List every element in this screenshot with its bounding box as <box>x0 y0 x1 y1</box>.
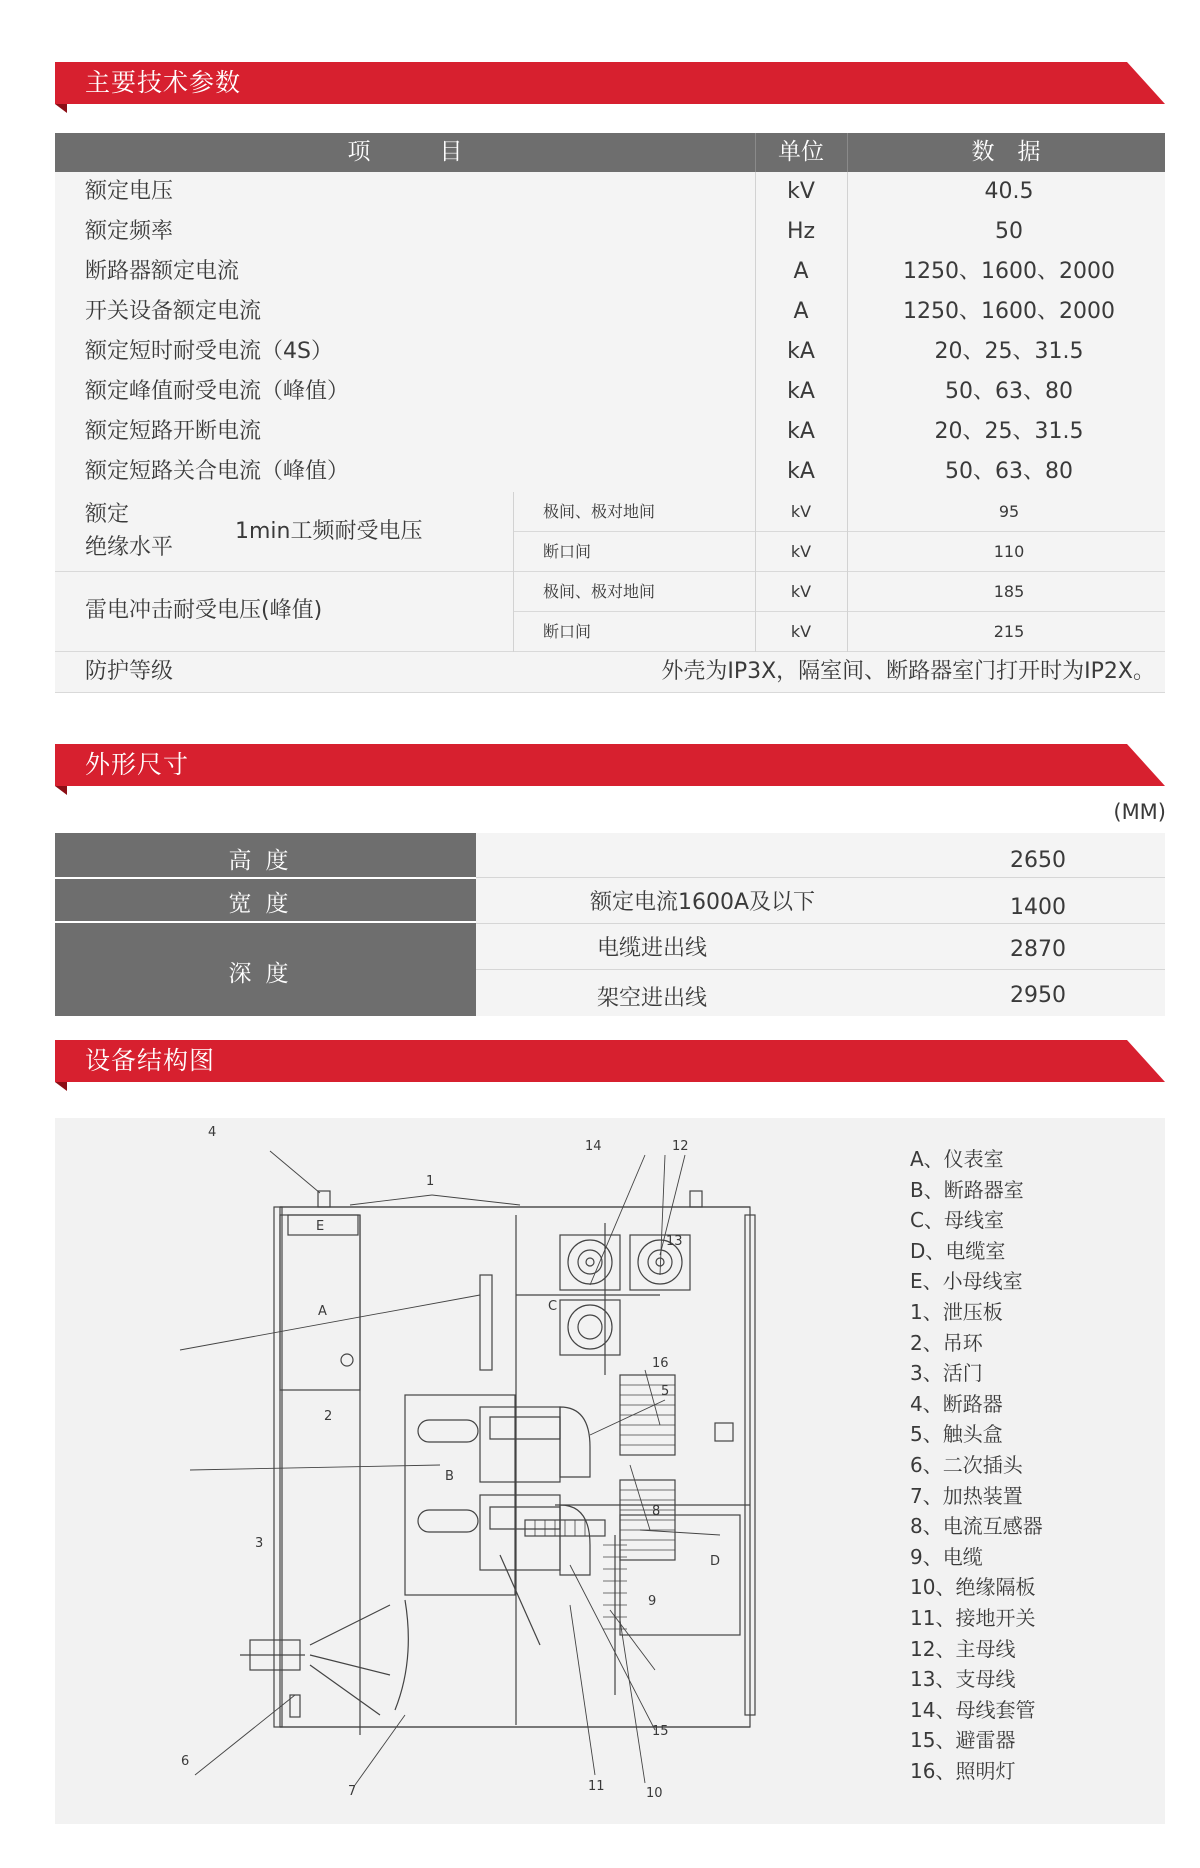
legend-item: 9、电缆 <box>910 1544 983 1569</box>
table-row <box>55 252 1165 293</box>
table-row <box>55 212 1165 253</box>
row-unit: kV <box>787 179 815 204</box>
section-header-bar <box>55 744 1165 786</box>
row-unit: Hz <box>786 219 816 244</box>
callout-9: 9 <box>648 1594 657 1609</box>
legend-item: 3、活门 <box>910 1361 983 1386</box>
table-row <box>55 172 1165 213</box>
callout-3: 3 <box>255 1536 264 1551</box>
callout-8: 8 <box>652 1504 661 1519</box>
header-fold-shadow <box>55 104 67 113</box>
row-value: 50 <box>995 219 1023 244</box>
dimension-unit: (MM) <box>1113 800 1166 824</box>
row-unit: kA <box>787 339 815 364</box>
depth-overhead-label: 架空进出线 <box>597 986 708 1011</box>
table-row <box>55 452 1165 493</box>
row-item: 防护等级 <box>85 659 174 684</box>
row-unit: kV <box>790 622 812 641</box>
section-header-spec <box>55 62 1165 104</box>
row-unit: A <box>793 299 809 324</box>
row-unit: kV <box>790 542 812 561</box>
table-row <box>55 412 1165 453</box>
row-item: 额定短时耐受电流（4S） <box>85 339 333 364</box>
diagram-legend <box>910 1144 1160 1786</box>
row-subitem: 极间、极对地间 <box>543 582 656 601</box>
callout-4: 4 <box>208 1125 217 1140</box>
legend-item: A、仪表室 <box>910 1147 1004 1171</box>
row-value: 20、25、31.5 <box>934 339 1084 364</box>
header-item: 项 目 <box>347 139 463 165</box>
width-label: 宽度 <box>228 891 303 917</box>
callout-5: 5 <box>661 1384 670 1399</box>
width-value: 1400 <box>1010 895 1066 920</box>
row-value: 1250、1600、2000 <box>903 299 1115 324</box>
callout-7: 7 <box>348 1784 357 1799</box>
row-value: 215 <box>993 622 1025 641</box>
compartment-a: A <box>318 1304 327 1319</box>
row-value: 185 <box>993 582 1025 601</box>
row-unit: kA <box>787 459 815 484</box>
row-unit: kA <box>787 379 815 404</box>
legend-item: 1、泄压板 <box>910 1299 1003 1324</box>
row-item: 开关设备额定电流 <box>85 299 262 324</box>
callout-14: 14 <box>585 1139 602 1154</box>
section-title-dimensions: 外形尺寸 <box>85 750 190 779</box>
table-row-protection <box>55 652 1165 693</box>
switchgear-structure-diagram <box>181 1125 830 1815</box>
depth-overhead-value: 2950 <box>1010 983 1066 1008</box>
section-title-spec: 主要技术参数 <box>85 68 242 97</box>
row-item: 额定短路开断电流 <box>85 419 262 444</box>
row-item: 额定频率 <box>85 219 174 244</box>
row-value: 外壳为IP3X，隔室间、断路器室门打开时为IP2X。 <box>661 659 1155 684</box>
header-unit: 单位 <box>778 139 824 165</box>
legend-item: 5、触头盒 <box>910 1422 1003 1447</box>
row-item: 额定峰值耐受电流（峰值） <box>85 379 350 404</box>
callout-15: 15 <box>652 1724 669 1739</box>
row-subitem: 断口间 <box>543 542 592 561</box>
compartment-e: E <box>316 1219 325 1234</box>
depth-cable-label: 电缆进出线 <box>597 936 708 961</box>
legend-item: 15、避雷器 <box>910 1728 1016 1753</box>
legend-item: 13、支母线 <box>910 1667 1016 1692</box>
row-subitem: 断口间 <box>543 622 592 641</box>
header-fold-shadow <box>55 786 67 795</box>
compartment-b: B <box>445 1469 454 1484</box>
legend-item: B、断路器室 <box>910 1177 1024 1202</box>
height-label: 高度 <box>228 848 303 874</box>
legend-item: 11、接地开关 <box>910 1605 1036 1630</box>
width-condition: 额定电流1600A及以下 <box>590 890 816 915</box>
insulation-label-line1: 额定 <box>85 502 130 527</box>
legend-item: 8、电流互感器 <box>910 1514 1043 1539</box>
height-value: 2650 <box>1010 848 1066 873</box>
callout-16: 16 <box>652 1356 669 1371</box>
legend-item: 12、主母线 <box>910 1636 1016 1661</box>
legend-item: 14、母线套管 <box>910 1697 1036 1722</box>
header-fold-shadow <box>55 1082 67 1091</box>
legend-item: 10、绝缘隔板 <box>910 1575 1036 1600</box>
table-row <box>55 372 1165 413</box>
header-value: 数 据 <box>971 139 1041 165</box>
legend-item: 2、吊环 <box>910 1330 983 1355</box>
row-value: 20、25、31.5 <box>934 419 1084 444</box>
row-item: 额定电压 <box>85 179 174 204</box>
legend-item: 4、断路器 <box>910 1391 1003 1416</box>
section-title-structure: 设备结构图 <box>85 1046 216 1075</box>
row-item: 断路器额定电流 <box>85 259 240 284</box>
insulation-block <box>55 492 1165 652</box>
legend-item: 6、二次插头 <box>910 1452 1023 1477</box>
table-row <box>55 332 1165 373</box>
legend-item: 7、加热装置 <box>910 1483 1023 1508</box>
dimensions-table <box>55 833 1165 1016</box>
row-subitem: 极间、极对地间 <box>543 502 656 521</box>
row-unit: kV <box>790 582 812 601</box>
callout-12: 12 <box>672 1139 689 1154</box>
table-row <box>55 292 1165 333</box>
spec-table-header <box>55 133 1165 172</box>
row-value: 110 <box>993 542 1025 561</box>
section-header-dimensions <box>55 744 1165 786</box>
section-header-structure <box>55 1040 1165 1082</box>
power-frequency-label: 1min工频耐受电压 <box>235 519 423 544</box>
row-value: 50、63、80 <box>945 379 1073 404</box>
row-value: 40.5 <box>984 179 1034 204</box>
legend-item: D、电缆室 <box>910 1238 1006 1263</box>
row-unit: kA <box>787 419 815 444</box>
callout-13: 13 <box>666 1234 683 1249</box>
row-item: 额定短路关合电流（峰值） <box>85 459 350 484</box>
compartment-c: C <box>548 1299 558 1314</box>
legend-item: C、母线室 <box>910 1208 1004 1233</box>
callout-6: 6 <box>181 1754 190 1769</box>
legend-item: E、小母线室 <box>910 1269 1023 1294</box>
row-unit: A <box>793 259 809 284</box>
depth-label: 深度 <box>228 961 303 987</box>
row-unit: kV <box>790 502 812 521</box>
depth-cable-value: 2870 <box>1010 937 1066 962</box>
insulation-label-line2: 绝缘水平 <box>85 535 174 560</box>
callout-11: 11 <box>588 1779 605 1794</box>
callout-10: 10 <box>646 1786 663 1801</box>
row-value: 50、63、80 <box>945 459 1073 484</box>
lightning-impulse-label: 雷电冲击耐受电压(峰值) <box>85 598 323 623</box>
legend-item: 16、照明灯 <box>910 1758 1016 1783</box>
row-value: 95 <box>998 502 1020 521</box>
callout-1: 1 <box>426 1174 435 1189</box>
compartment-d: D <box>710 1554 721 1569</box>
row-value: 1250、1600、2000 <box>903 259 1115 284</box>
section-header-bar <box>55 1040 1165 1082</box>
callout-2: 2 <box>324 1409 333 1424</box>
